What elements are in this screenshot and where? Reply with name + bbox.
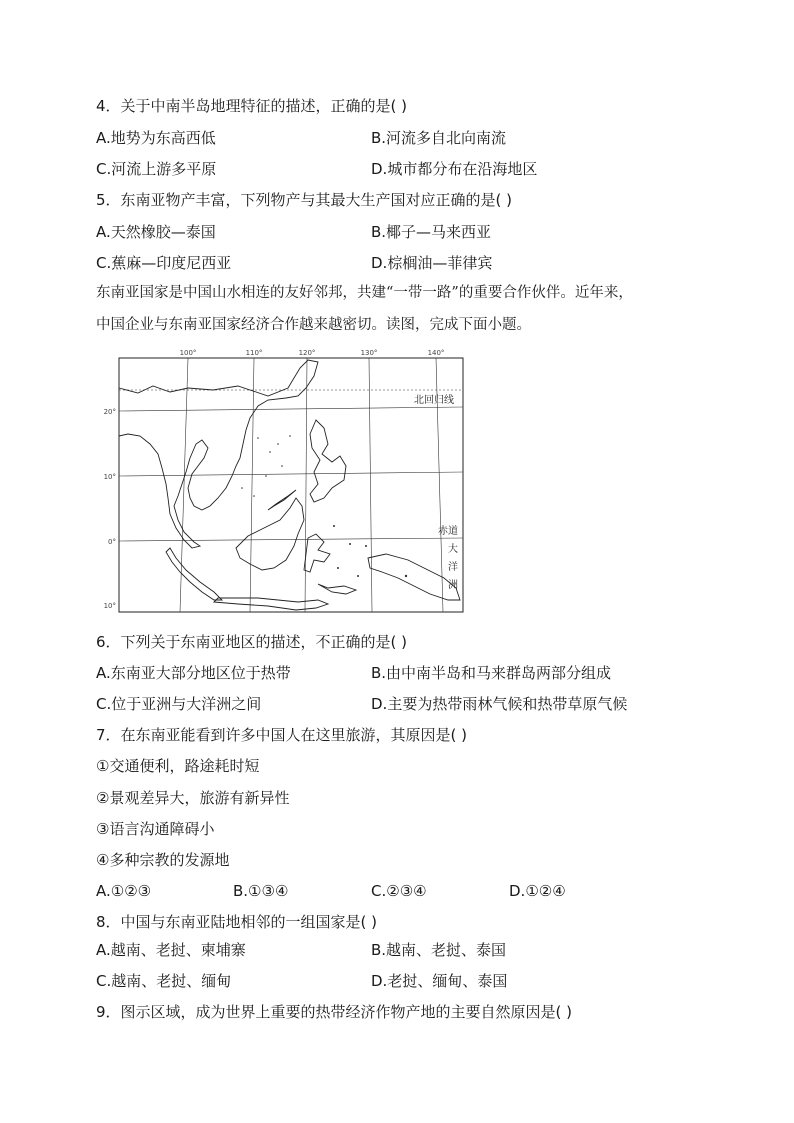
lon-label-110: 110° [245,349,263,357]
q7-option-c[interactable]: C.②③④ [371,882,427,900]
equator-label: 赤道 [438,526,458,537]
oceania-label-3: 洲 [448,580,458,591]
q8-option-d[interactable]: D.老挝、缅甸、泰国 [371,972,508,990]
question-9-stem: 9．图示区域，成为世界上重要的热带经济作物产地的主要自然原因是( ) [96,1003,573,1021]
oceania-label-1: 大 [448,544,458,555]
lat-label-10n: 10° [103,473,116,481]
southeast-asia-map [103,348,464,613]
question-8-stem: 8．中国与东南亚陆地相邻的一组国家是( ) [96,913,378,931]
lon-label-130: 130° [360,349,378,357]
q7-statement-2: ②景观差异大，旅游有新异性 [96,789,290,807]
question-7-stem: 7．在东南亚能看到许多中国人在这里旅游，其原因是( ) [96,726,468,744]
q4-option-d[interactable]: D.城市都分布在沿海地区 [371,160,538,178]
lon-label-120: 120° [298,349,316,357]
q5-option-b[interactable]: B.椰子—马来西亚 [371,223,492,241]
q5-option-a[interactable]: A.天然橡胶—泰国 [96,223,216,241]
q8-option-b[interactable]: B.越南、老挝、泰国 [371,941,507,959]
lat-label-10s: 10° [103,602,116,610]
q7-statement-1: ①交通便利，路途耗时短 [96,757,260,775]
lat-label-0: 0° [108,538,116,546]
q7-statement-4: ④多种宗教的发源地 [96,851,230,869]
lon-label-140: 140° [427,349,445,357]
passage-line-2: 中国企业与东南亚国家经济合作越来越密切。读图，完成下面小题。 [96,317,531,333]
passage-line-1: 东南亚国家是中国山水相连的友好邻邦，共建“一带一路”的重要合作伙伴。近年来， [96,285,633,301]
q4-option-b[interactable]: B.河流多自北向南流 [371,129,507,147]
q8-option-c[interactable]: C.越南、老挝、缅甸 [96,972,232,990]
q5-option-c[interactable]: C.蕉麻—印度尼西亚 [96,254,232,272]
q7-option-d[interactable]: D.①②④ [509,882,566,900]
question-4-stem: 4．关于中南半岛地理特征的描述，正确的是( ) [96,97,408,115]
q7-option-a[interactable]: A.①②③ [96,882,152,900]
q4-option-c[interactable]: C.河流上游多平原 [96,160,217,178]
q7-statement-3: ③语言沟通障碍小 [96,820,215,838]
q6-option-a[interactable]: A.东南亚大部分地区位于热带 [96,664,291,682]
q8-option-a[interactable]: A.越南、老挝、柬埔寨 [96,941,246,959]
question-5-stem: 5．东南亚物产丰富，下列物产与其最大生产国对应正确的是( ) [96,191,513,209]
q6-option-d[interactable]: D.主要为热带雨林气候和热带草原气候 [371,695,628,713]
q6-option-c[interactable]: C.位于亚洲与大洋洲之间 [96,695,262,713]
oceania-label-2: 洋 [448,562,458,573]
tropic-of-cancer-label: 北回归线 [414,395,454,406]
q6-option-b[interactable]: B.由中南半岛和马来群岛两部分组成 [371,664,612,682]
lon-label-100: 100° [179,349,197,357]
q5-option-d[interactable]: D.棕榈油—菲律宾 [371,254,493,272]
q4-option-a[interactable]: A.地势为东高西低 [96,129,216,147]
lat-label-20n: 20° [103,408,116,416]
q7-option-b[interactable]: B.①③④ [233,882,289,900]
question-6-stem: 6．下列关于东南亚地区的描述，不正确的是( ) [96,633,408,651]
